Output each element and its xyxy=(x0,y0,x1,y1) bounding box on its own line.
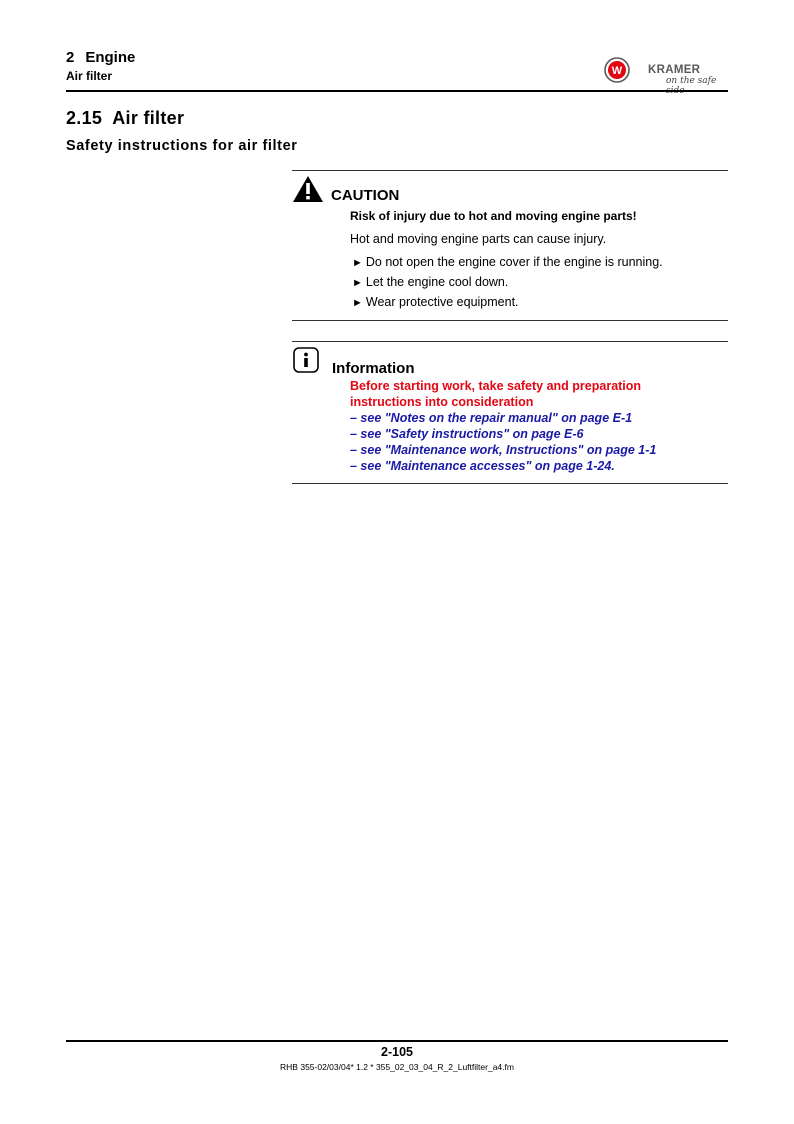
caution-steps xyxy=(352,254,663,314)
chapter-title: Engine xyxy=(85,49,136,66)
caution-top-divider xyxy=(292,170,728,171)
chapter-heading xyxy=(66,49,135,66)
info-top-divider xyxy=(292,341,728,342)
caution-description: Hot and moving engine parts can cause injury. xyxy=(350,232,607,246)
chapter-number: 2 xyxy=(66,49,75,66)
header-divider xyxy=(66,90,728,92)
section-title-text: Air filter xyxy=(112,108,185,128)
caution-step: ► Wear protective equipment. xyxy=(352,294,663,314)
caution-step: ► Let the engine cool down. xyxy=(352,274,663,294)
kramer-logo-tagline: on the safe side xyxy=(666,76,717,96)
info-references xyxy=(350,410,656,474)
kramer-logo-brand: KRAMER xyxy=(648,64,701,76)
info-icon xyxy=(293,347,319,373)
caution-step: ► Do not open the engine cover if the engine is running. xyxy=(352,254,663,274)
section-number: 2.15 xyxy=(66,108,103,128)
info-bottom-divider xyxy=(292,483,728,484)
footer-divider xyxy=(66,1040,728,1042)
kramer-logo-mark-letter: W xyxy=(611,65,623,77)
caution-headline: Risk of injury due to hot and moving engine parts! xyxy=(350,209,637,223)
warning-triangle-icon xyxy=(292,175,324,203)
chapter-subtitle: Air filter xyxy=(66,69,113,83)
info-headline: Before starting work, take safety and preparation instructions into consideration xyxy=(350,379,642,409)
caution-label: CAUTION xyxy=(331,187,400,204)
kramer-logo xyxy=(604,56,730,96)
kramer-logo-mark-icon xyxy=(604,57,630,83)
document-reference: RHB 355-02/03/04* 1.2 * 355_02_03_04_R_2_Luftfilter_a4.fm xyxy=(280,1062,514,1072)
info-label: Information xyxy=(332,360,415,377)
info-reference-link[interactable]: – see "Notes on the repair manual" on page E-1 xyxy=(350,411,633,425)
info-reference-link[interactable]: – see "Safety instructions" on page E-6 xyxy=(350,427,584,441)
page-number: 2-105 xyxy=(381,1045,413,1059)
info-reference-link[interactable]: – see "Maintenance accesses" on page 1-24. xyxy=(350,459,615,473)
caution-bottom-divider xyxy=(292,320,728,321)
info-reference-link[interactable]: – see "Maintenance work, Instructions" on page 1-1 xyxy=(350,443,657,457)
subsection-title: Safety instructions for air filter xyxy=(66,138,298,154)
section-title xyxy=(66,108,184,129)
